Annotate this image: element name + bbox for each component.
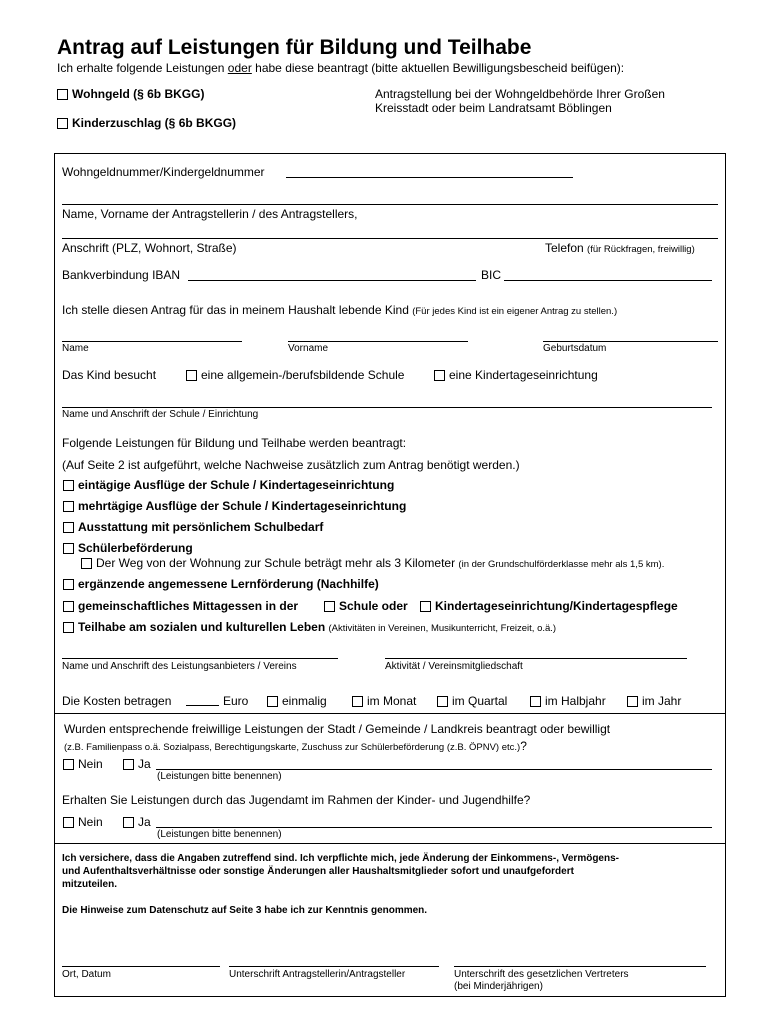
nein2-option[interactable] <box>63 815 103 829</box>
lernfoerderung-label: ergänzende angemessene Lernförderung (Nachhilfe) <box>78 577 379 591</box>
jahr-option[interactable] <box>627 694 681 708</box>
subtitle-oder: oder <box>227 61 252 75</box>
befoerderung-option[interactable] <box>63 541 193 555</box>
monat-label: im Monat <box>367 694 417 708</box>
monat-option[interactable] <box>352 694 416 708</box>
kosten-field[interactable] <box>186 705 219 706</box>
nein-option[interactable] <box>63 757 103 771</box>
aktivitaet-label: Aktivität / Vereinsmitgliedschaft <box>385 661 523 672</box>
wohngeld-option[interactable] <box>57 87 204 101</box>
anbieter-label: Name und Anschrift des Leistungsanbieters / Vereins <box>62 661 297 672</box>
vertreter-signature-sub: (bei Minderjährigen) <box>454 981 543 992</box>
declaration-line-3: mitzuteilen. <box>62 879 118 890</box>
freiwillig-hint <box>64 739 527 753</box>
mittagessen-checkbox[interactable] <box>63 601 74 612</box>
iban-field[interactable] <box>188 280 476 281</box>
telefon-hint: (für Rückfragen, freiwillig) <box>587 244 695 255</box>
mehrtaegig-checkbox[interactable] <box>63 501 74 512</box>
wohngeldnummer-field[interactable] <box>286 177 573 178</box>
freiwillig-frage: Wurden entsprechende freiwillige Leistungen der Stadt / Gemeinde / Landkreis beantragt oder bewilligt <box>64 722 611 736</box>
weg-checkbox[interactable] <box>81 558 92 569</box>
aktivitaet-field[interactable] <box>385 658 687 659</box>
telefon-text: Telefon <box>545 241 584 255</box>
kita-option[interactable] <box>434 368 598 382</box>
mittag-kita-label: Kindertageseinrichtung/Kindertagespflege <box>435 599 678 613</box>
nein2-label: Nein <box>78 815 103 829</box>
ausstattung-option[interactable] <box>63 520 323 534</box>
anschrift-schule-field[interactable] <box>62 407 712 408</box>
monat-checkbox[interactable] <box>352 696 363 707</box>
telefon-label <box>545 241 695 255</box>
halbjahr-label: im Halbjahr <box>545 694 606 708</box>
kinderzuschlag-checkbox[interactable] <box>57 118 68 129</box>
kinderzuschlag-label: Kinderzuschlag (§ 6b BKGG) <box>72 116 237 130</box>
eintaegig-checkbox[interactable] <box>63 480 74 491</box>
mittagessen-label: gemeinschaftliches Mittagessen in der <box>78 599 299 613</box>
signature-vertreter-field[interactable] <box>454 966 706 967</box>
ort-datum-field[interactable] <box>62 966 220 967</box>
teilhabe-checkbox[interactable] <box>63 622 74 633</box>
mittag-kita-checkbox[interactable] <box>420 601 431 612</box>
halbjahr-option[interactable] <box>530 694 606 708</box>
mehrtaegig-label: mehrtägige Ausflüge der Schule / Kindertageseinrichtung <box>78 499 407 513</box>
kosten-label: Die Kosten betragen <box>62 694 172 708</box>
leistungen-intro-2: (Auf Seite 2 ist aufgeführt, welche Nachweise zusätzlich zum Antrag benötigt werden.) <box>62 458 520 472</box>
nein-checkbox[interactable] <box>63 759 74 770</box>
ja-checkbox[interactable] <box>123 759 134 770</box>
declaration-line-1: Ich versichere, dass die Angaben zutreffend sind. Ich verpflichte mich, jede Änderung der Einkommens-, Vermögens- <box>62 853 619 864</box>
leistungen-intro: Folgende Leistungen für Bildung und Teilhabe werden beantragt: <box>62 436 407 450</box>
anbieter-field[interactable] <box>62 658 338 659</box>
schule-checkbox[interactable] <box>186 370 197 381</box>
ja-option[interactable] <box>123 757 151 771</box>
section-divider-2 <box>54 843 726 844</box>
weg-label: Der Weg von der Wohnung zur Schule beträgt mehr als 3 Kilometer <box>96 556 456 570</box>
ja2-checkbox[interactable] <box>123 817 134 828</box>
subtitle <box>57 61 624 75</box>
freiwillig-q: ? <box>520 739 527 753</box>
antragstellung-line-1: Antragstellung bei der Wohngeldbehörde Ihrer Großen <box>375 87 665 101</box>
anschrift-label: Anschrift (PLZ, Wohnort, Straße) <box>62 241 237 255</box>
child-name-label: Name <box>62 343 89 354</box>
wohngeldnummer-label: Wohngeldnummer/Kindergeldnummer <box>62 165 265 179</box>
quartal-checkbox[interactable] <box>437 696 448 707</box>
benennen-hint: (Leistungen bitte benennen) <box>157 771 282 782</box>
declaration-line-2: und Aufenthaltsverhältnisse oder sonstige Änderungen aller Haushaltsmitglieder sofort und unaufgefordert <box>62 866 574 877</box>
jugendamt-leistungen-field[interactable] <box>156 827 712 828</box>
mittag-kita-option[interactable] <box>420 599 678 613</box>
schule-label: eine allgemein-/berufsbildende Schule <box>201 368 405 382</box>
wohngeld-label: Wohngeld (§ 6b BKGG) <box>72 87 205 101</box>
wohngeld-checkbox[interactable] <box>57 89 68 100</box>
nein-label: Nein <box>78 757 103 771</box>
mittag-schule-checkbox[interactable] <box>324 601 335 612</box>
child-intro <box>62 303 617 317</box>
mittagessen-option[interactable] <box>63 599 298 613</box>
ja-label: Ja <box>138 757 151 771</box>
kita-label: eine Kindertageseinrichtung <box>449 368 598 382</box>
ausstattung-label: Ausstattung mit persönlichem Schulbedarf <box>78 520 324 534</box>
child-vorname-label: Vorname <box>288 343 329 354</box>
datenschutz-note: Die Hinweise zum Datenschutz auf Seite 3 habe ich zur Kenntnis genommen. <box>62 905 428 916</box>
antragstellung-line-2: Kreisstadt oder beim Landratsamt Böblingen <box>375 101 612 115</box>
iban-label: Bankverbindung IBAN <box>62 268 181 282</box>
freiwillig-hint-text: (z.B. Familienpass o.ä. Sozialpass, Berechtigungskarte, Zuschuss zur Schülerbeförderung (z.B. ÖPNV) etc.) <box>64 742 521 753</box>
jahr-label: im Jahr <box>642 694 682 708</box>
befoerderung-checkbox[interactable] <box>63 543 74 554</box>
mittag-schule-label: Schule oder <box>339 599 408 613</box>
name-label: Name, Vorname der Antragstellerin / des Antragstellers, <box>62 207 358 221</box>
anschrift-field[interactable] <box>62 238 718 239</box>
bic-field[interactable] <box>504 280 712 281</box>
teilhabe-hint: (Aktivitäten in Vereinen, Musikunterricht, Freizeit, o.ä.) <box>328 623 557 634</box>
lernfoerderung-option[interactable] <box>63 577 379 591</box>
child-geburtsdatum-field[interactable] <box>543 341 718 342</box>
nein2-checkbox[interactable] <box>63 817 74 828</box>
teilhabe-option[interactable] <box>63 620 556 634</box>
subtitle-post: habe diese beantragt (bitte aktuellen Bewilligungsbescheid beifügen): <box>251 61 625 75</box>
ort-datum-label: Ort, Datum <box>62 969 111 980</box>
eintaegig-option[interactable] <box>63 478 394 492</box>
jahr-checkbox[interactable] <box>627 696 638 707</box>
child-name-field[interactable] <box>62 341 242 342</box>
euro-label: Euro <box>223 694 249 708</box>
ausstattung-checkbox[interactable] <box>63 522 74 533</box>
quartal-option[interactable] <box>437 694 507 708</box>
signature-antragsteller-field[interactable] <box>229 966 439 967</box>
child-intro-hint: (Für jedes Kind ist ein eigener Antrag zu stellen.) <box>412 306 618 317</box>
kinderzuschlag-option[interactable] <box>57 116 236 130</box>
kita-checkbox[interactable] <box>434 370 445 381</box>
teilhabe-label: Teilhabe am sozialen und kulturellen Leben <box>78 620 326 634</box>
einmalig-checkbox[interactable] <box>267 696 278 707</box>
einmalig-label: einmalig <box>282 694 327 708</box>
besucht-label: Das Kind besucht <box>62 368 157 382</box>
freiwillig-leistungen-field[interactable] <box>156 769 712 770</box>
child-geburtsdatum-label: Geburtsdatum <box>543 343 607 354</box>
einmalig-option[interactable] <box>267 694 327 708</box>
antragsteller-signature-label: Unterschrift Antragstellerin/Antragsteller <box>229 969 406 980</box>
quartal-label: im Quartal <box>452 694 508 708</box>
anschrift-schule-label: Name und Anschrift der Schule / Einrichtung <box>62 409 259 420</box>
lernfoerderung-checkbox[interactable] <box>63 579 74 590</box>
page-title: Antrag auf Leistungen für Bildung und Teilhabe <box>57 36 532 59</box>
ja2-option[interactable] <box>123 815 151 829</box>
befoerderung-label: Schülerbeförderung <box>78 541 193 555</box>
section-divider-1 <box>54 713 726 714</box>
schule-option[interactable] <box>186 368 404 382</box>
mittag-schule-option[interactable] <box>324 599 408 613</box>
jugendamt-frage: Erhalten Sie Leistungen durch das Jugendamt im Rahmen der Kinder- und Jugendhilfe? <box>62 793 531 807</box>
weg-option[interactable] <box>81 556 664 570</box>
vertreter-signature-label: Unterschrift des gesetzlichen Vertreters <box>454 969 629 980</box>
subtitle-pre: Ich erhalte folgende Leistungen <box>57 61 228 75</box>
ja2-label: Ja <box>138 815 151 829</box>
weg-hint: (in der Grundschulförderklasse mehr als 1,5 km). <box>458 559 665 570</box>
halbjahr-checkbox[interactable] <box>530 696 541 707</box>
benennen2-hint: (Leistungen bitte benennen) <box>157 829 282 840</box>
name-field[interactable] <box>62 204 718 205</box>
child-vorname-field[interactable] <box>288 341 468 342</box>
bic-label: BIC <box>481 268 502 282</box>
eintaegig-label: eintägige Ausflüge der Schule / Kindertageseinrichtung <box>78 478 395 492</box>
child-intro-text: Ich stelle diesen Antrag für das in meinem Haushalt lebende Kind <box>62 303 409 317</box>
mehrtaegig-option[interactable] <box>63 499 406 513</box>
